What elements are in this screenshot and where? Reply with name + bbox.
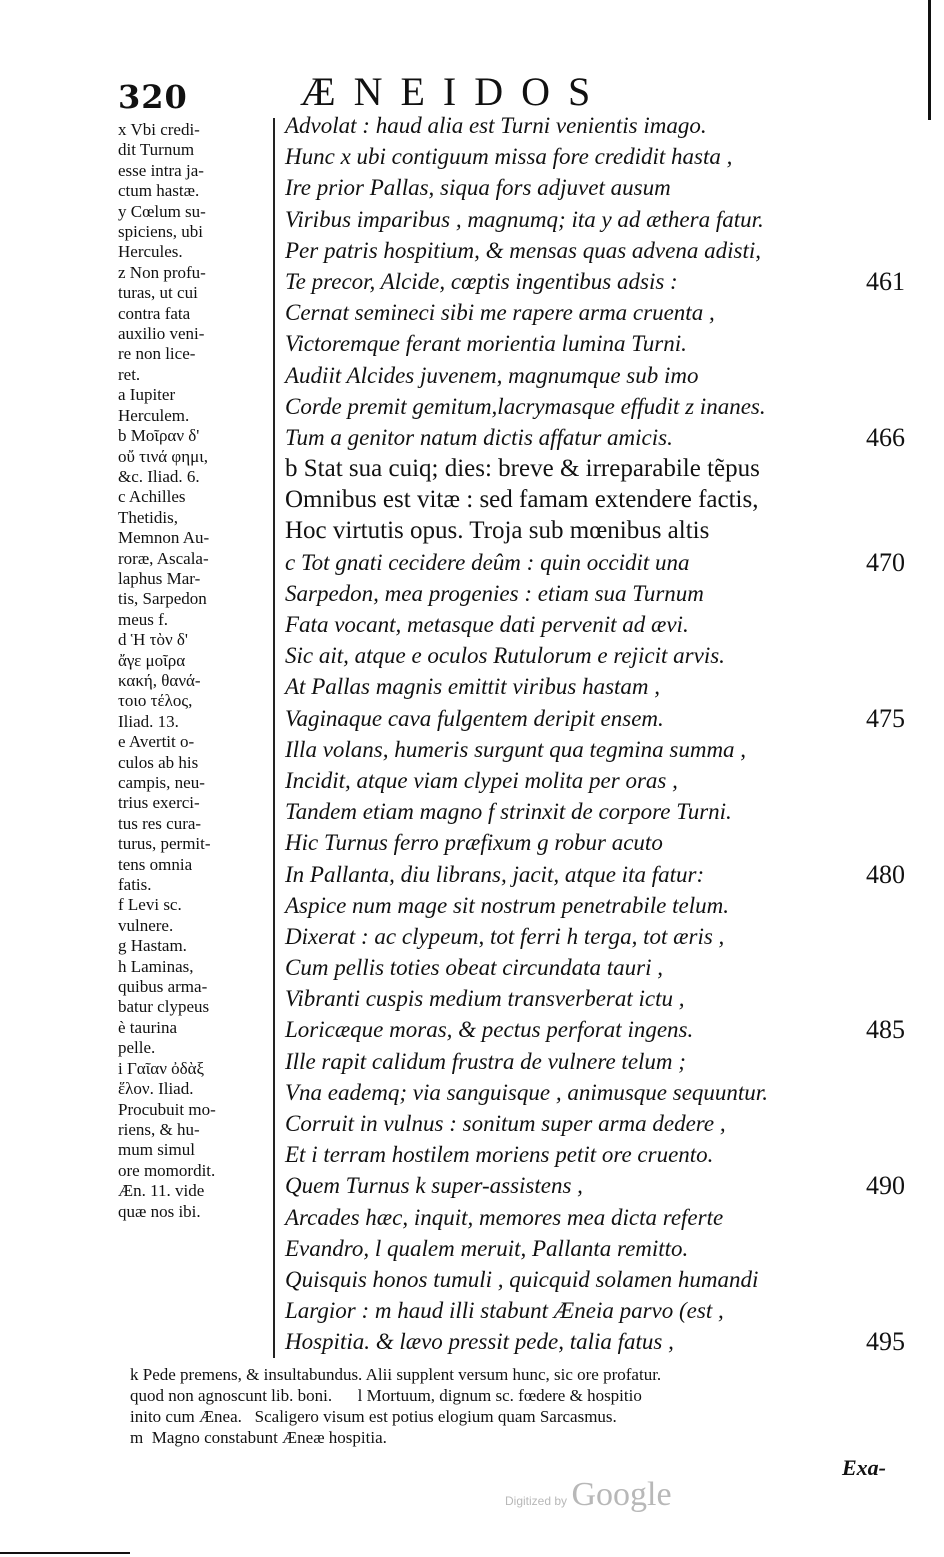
verse-line-text: Hoc virtutis opus. Troja sub mœnibus altis xyxy=(285,517,710,545)
verse-line-text: Te precor, Alcide, cœptis ingentibus adsis : xyxy=(285,268,678,294)
verse-line-text: Cernat semineci sibi me rapere arma cruenta , xyxy=(285,300,715,326)
verse-line xyxy=(285,983,905,1014)
margin-note-line: vulnere. xyxy=(118,915,174,935)
verse-line-text: Hunc x ubi contiguum missa fore credidit hasta , xyxy=(285,144,733,170)
margin-note-line: laphus Mar- xyxy=(118,568,201,588)
digitization-watermark xyxy=(505,1476,672,1514)
margin-note-line: ἕλον. Iliad. xyxy=(118,1079,194,1099)
verse-line-text: Dixerat : ac clypeum, tot ferri h terga, tot æris , xyxy=(285,923,725,949)
margin-note-line: d Ἡ τὸν δ' xyxy=(118,630,188,650)
margin-note-line: tus res cura- xyxy=(118,813,202,833)
verse-line-text: Per patris hospitium, & mensas quas advena adisti, xyxy=(285,237,761,263)
margin-note-line: g Hastam. xyxy=(118,936,187,956)
verse-line-text: Arcades hæc, inquit, memores mea dicta referte xyxy=(285,1204,724,1230)
verse-line-text: Quem Turnus k super-assistens , xyxy=(285,1173,583,1199)
bottom-rule xyxy=(0,1552,130,1554)
footnote-line: quod non agnoscunt lib. boni. l Mortuum, dignum sc. fœdere & hospitio xyxy=(130,1386,642,1405)
verse-line xyxy=(285,266,905,297)
verse-line xyxy=(285,391,905,422)
verse-line xyxy=(285,609,905,640)
verse-text xyxy=(285,110,905,1358)
margin-note-line: è taurina xyxy=(118,1017,177,1037)
margin-note-line: campis, neu- xyxy=(118,773,205,792)
margin-note-line: a Iupiter xyxy=(118,385,176,405)
page-number: 320 xyxy=(118,78,188,116)
verse-line xyxy=(285,859,905,890)
line-number: 470 xyxy=(866,547,905,577)
verse-line-text: Vibranti cuspis medium transverberat ictu , xyxy=(285,986,685,1012)
catchword: Exa- xyxy=(842,1455,886,1480)
verse-line-text: Victoremque ferant morientia lumina Turni. xyxy=(285,331,687,357)
margin-note-line: f Levi sc. xyxy=(118,895,182,915)
verse-line xyxy=(285,640,905,671)
margin-note-line: h Laminas, xyxy=(118,956,194,976)
verse-line xyxy=(285,484,905,515)
verse-line xyxy=(285,141,905,172)
line-number: 485 xyxy=(866,1015,905,1045)
line-number: 466 xyxy=(866,422,905,452)
verse-line-text: Aspice num mage sit nostrum penetrabile telum. xyxy=(285,892,729,918)
margin-note-line: ore momordit. xyxy=(118,1160,216,1180)
margin-note-line: ἄγε μοῖρα xyxy=(118,650,186,670)
line-number: 475 xyxy=(866,703,905,733)
margin-note-line: re non lice- xyxy=(118,344,196,364)
verse-line xyxy=(285,827,905,858)
verse-line xyxy=(285,890,905,921)
verse-line-text: Ire prior Pallas, siqua fors adjuvet ausum xyxy=(285,175,671,201)
verse-line xyxy=(285,671,905,702)
verse-line-text: Ille rapit calidum frustra de vulnere telum ; xyxy=(285,1048,686,1074)
footnote-line: inito cum Ænea. Scaligero visum est potius elogium quam Sarcasmus. xyxy=(130,1407,617,1426)
verse-line-text: Corruit in vulnus : sonitum super arma dedere , xyxy=(285,1111,726,1136)
verse-line xyxy=(285,765,905,796)
verse-line-text: Evandro, l qualem meruit, Pallanta remitto. xyxy=(285,1235,689,1261)
verse-line xyxy=(285,1202,905,1233)
margin-note-line: z Non profu- xyxy=(118,262,206,282)
margin-note-line: Æn. 11. vide xyxy=(118,1181,205,1201)
verse-line-text: Et i terram hostilem moriens petit ore cruento. xyxy=(285,1142,714,1168)
verse-line xyxy=(285,1077,905,1108)
verse-line xyxy=(285,110,905,141)
verse-line-text: Vna eademq; via sanguisque , animusque sequuntur. xyxy=(285,1079,768,1105)
margin-note-line: pelle. xyxy=(118,1038,156,1058)
verse-line xyxy=(285,515,905,546)
verse-line xyxy=(285,204,905,235)
margin-note-line: turas, ut cui xyxy=(118,283,198,303)
verse-line xyxy=(285,1326,905,1357)
line-number: 495 xyxy=(866,1327,905,1357)
verse-line-text: Tandem etiam magno f strinxit de corpore Turni. xyxy=(285,799,732,825)
margin-note-line: Hercules. xyxy=(118,242,183,262)
margin-note-line: tens omnia xyxy=(118,854,193,874)
verse-line xyxy=(285,328,905,359)
verse-line xyxy=(285,703,905,734)
margin-note-line: e Avertit o- xyxy=(118,732,195,752)
verse-line xyxy=(285,422,905,453)
verse-line-text: Audiit Alcides juvenem, magnumque sub imo xyxy=(285,362,699,388)
verse-line-text: Hic Turnus ferro præfixum g robur acuto xyxy=(285,830,663,856)
verse-line-text: Tum a genitor natum dictis affatur amicis. xyxy=(285,424,673,450)
margin-note-line: roræ, Ascala- xyxy=(118,548,209,568)
verse-line-text: Vaginaque cava fulgentem deripit ensem. xyxy=(285,705,664,731)
margin-note-line: meus f. xyxy=(118,609,169,629)
page-edge-mark xyxy=(928,0,931,120)
margin-note-line: Herculem. xyxy=(118,405,190,425)
verse-line xyxy=(285,734,905,765)
running-head: ÆNEIDOS xyxy=(300,69,609,114)
verse-line-text: At Pallas magnis emittit viribus hastam , xyxy=(285,674,661,700)
margin-note-line: quibus arma- xyxy=(118,977,208,997)
verse-line-text: Loricæque moras, & pectus perforat ingens. xyxy=(285,1017,694,1043)
margin-note-line: κακή, θανά- xyxy=(118,670,201,690)
margin-note-line: Memnon Au- xyxy=(118,528,210,548)
margin-note-line: batur clypeus xyxy=(118,997,210,1017)
margin-note-line: ret. xyxy=(118,364,141,384)
margin-note-line: spiciens, ubi xyxy=(118,222,203,242)
margin-note-line: mum simul xyxy=(118,1140,195,1160)
margin-note-line: tis, Sarpedon xyxy=(118,589,207,609)
margin-notes xyxy=(118,120,270,1222)
margin-note-line: trius exerci- xyxy=(118,793,200,813)
column-divider xyxy=(273,118,275,1358)
verse-line-text: Corde premit gemitum,lacrymasque effudit z inanes. xyxy=(285,393,766,419)
margin-note-line: ctum hastæ. xyxy=(118,181,200,201)
verse-line-text: c Tot gnati cecidere deûm : quin occidit una xyxy=(285,549,690,575)
verse-line xyxy=(285,952,905,983)
margin-note-line: contra fata xyxy=(118,303,191,323)
margin-note-line: y Cœlum su- xyxy=(118,201,206,221)
margin-note-line: culos ab his xyxy=(118,752,199,772)
verse-line xyxy=(285,1264,905,1295)
verse-line xyxy=(285,1295,905,1326)
line-number: 490 xyxy=(866,1171,905,1201)
verse-line-text: Largior : m haud illi stabunt Æneia parvo (est , xyxy=(285,1298,724,1324)
verse-line xyxy=(285,360,905,391)
verse-line-text: Viribus imparibus , magnumq; ita y ad æthera fatur. xyxy=(285,206,764,232)
verse-line-text: Sic ait, atque e oculos Rutulorum e rejicit arvis. xyxy=(285,643,725,669)
margin-note-line: i Γαῖαν ὀδὰξ xyxy=(118,1058,205,1078)
verse-line xyxy=(285,172,905,203)
verse-line xyxy=(285,796,905,827)
margin-note-line: οὔ τινά φημι, xyxy=(118,446,209,466)
verse-line xyxy=(285,921,905,952)
verse-line-text: Fata vocant, metasque dati pervenit ad ævi. xyxy=(285,612,689,637)
margin-note-line: Procubuit mo- xyxy=(118,1099,216,1119)
margin-note-line: dit Turnum xyxy=(118,140,195,160)
margin-note-line: Iliad. 13. xyxy=(118,711,179,731)
margin-note-line: auxilio veni- xyxy=(118,324,205,344)
verse-line xyxy=(285,578,905,609)
verse-line-text: Hospitia. & lævo pressit pede, talia fatus , xyxy=(285,1329,674,1355)
verse-line xyxy=(285,1014,905,1045)
verse-line xyxy=(285,1108,905,1139)
watermark-prefix: Digitized by xyxy=(505,1494,568,1508)
margin-note-line: x Vbi credi- xyxy=(118,120,200,139)
margin-note-line: quæ nos ibi. xyxy=(118,1201,201,1221)
verse-line xyxy=(285,1046,905,1077)
footnote-line: m Magno constabunt Æneæ hospitia. xyxy=(130,1428,387,1447)
verse-line-text: In Pallanta, diu librans, jacit, atque ita fatur: xyxy=(285,861,705,887)
margin-note-line: riens, & hu- xyxy=(118,1119,200,1139)
footnotes xyxy=(130,1364,910,1448)
line-number: 480 xyxy=(866,859,905,889)
margin-note-line: Thetidis, xyxy=(118,507,178,527)
margin-note-line: b Μοῖραν δ' xyxy=(118,426,200,446)
verse-line xyxy=(285,1233,905,1264)
margin-note-line: esse intra ja- xyxy=(118,160,204,180)
verse-line-text: Sarpedon, mea progenies : etiam sua Turnum xyxy=(285,580,704,606)
verse-line xyxy=(285,547,905,578)
margin-note-line: turus, permit- xyxy=(118,834,211,854)
verse-line-text: Cum pellis toties obeat circundata tauri , xyxy=(285,955,663,981)
margin-note-line: c Achilles xyxy=(118,487,186,507)
verse-line-text: Omnibus est vitæ : sed famam extendere factis, xyxy=(285,486,759,514)
verse-line-text: Incidit, atque viam clypei molita per oras , xyxy=(285,767,678,793)
margin-note-line: &c. Iliad. 6. xyxy=(118,466,200,486)
verse-line xyxy=(285,235,905,266)
verse-line-text: Quisquis honos tumuli , quicquid solamen humandi xyxy=(285,1266,759,1292)
line-number: 461 xyxy=(866,266,905,296)
verse-line xyxy=(285,297,905,328)
verse-line-text: Illa volans, humeris surgunt qua tegmina summa , xyxy=(285,736,747,762)
verse-line-text: b Stat sua cuiq; dies: breve & irreparabile tẽpus xyxy=(285,455,760,483)
footnote-line: k Pede premens, & insultabundus. Alii supplent versum hunc, sic ore profatur. xyxy=(130,1365,662,1384)
margin-note-line: fatis. xyxy=(118,875,152,895)
watermark-brand: Google xyxy=(571,1476,672,1513)
verse-line-text: Advolat : haud alia est Turni venientis imago. xyxy=(285,113,707,138)
verse-line xyxy=(285,453,905,484)
margin-note-line: τοιο τέλος, xyxy=(118,691,193,711)
verse-line xyxy=(285,1139,905,1170)
verse-line xyxy=(285,1170,905,1201)
